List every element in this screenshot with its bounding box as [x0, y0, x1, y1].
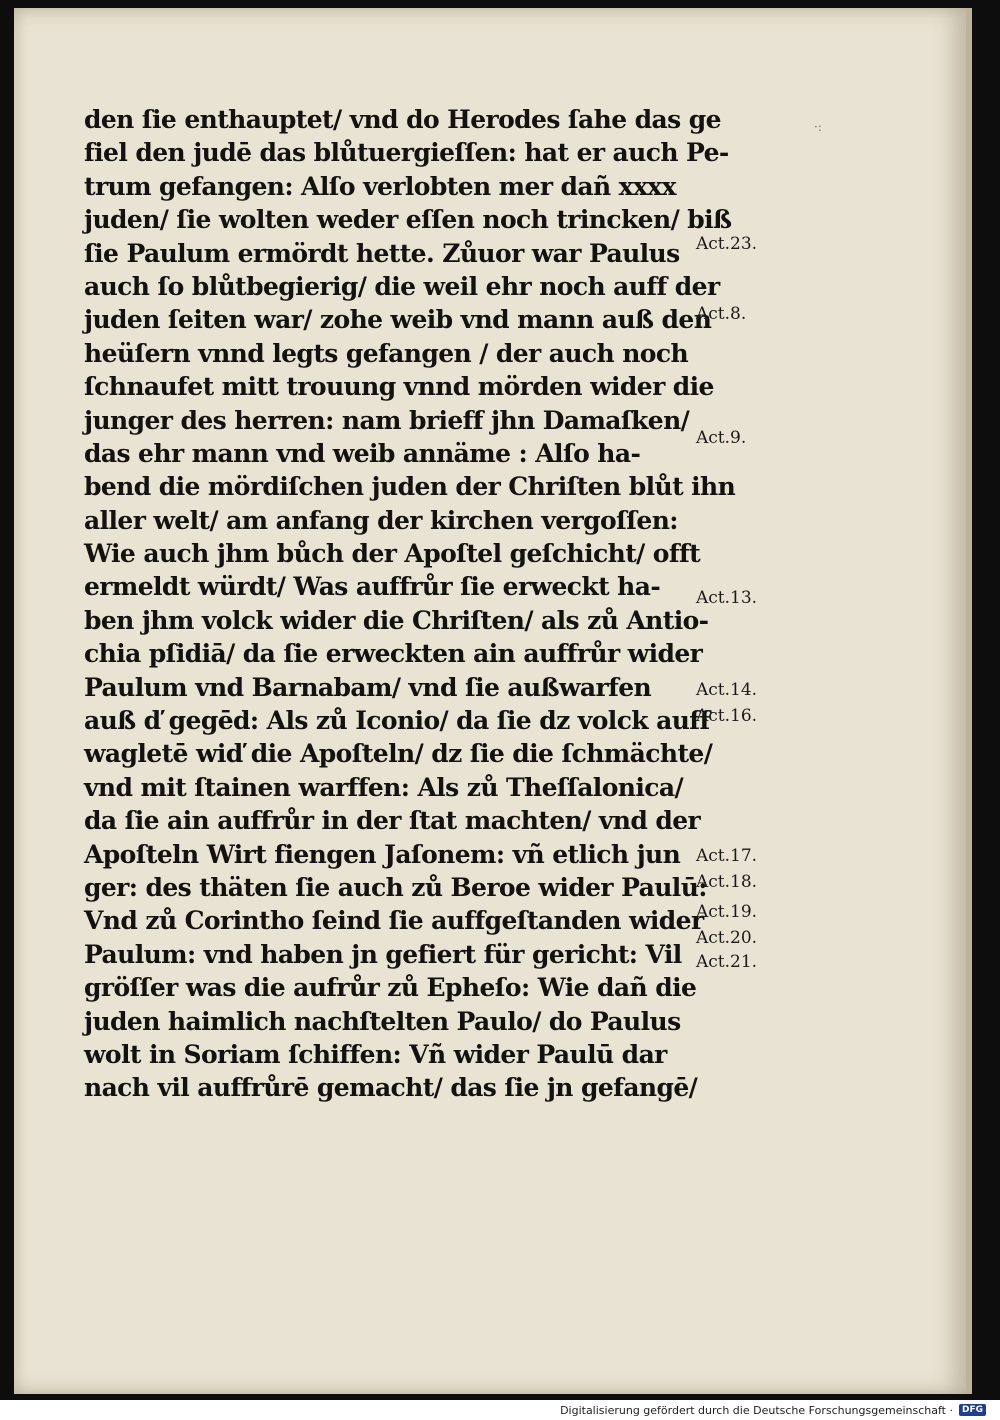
- text-line: heüſern vnnd legts gefangen / der auch noch: [84, 338, 689, 368]
- text-line: ger: des thäten ſie auch zů Beroe wider Paulū:: [84, 872, 707, 902]
- text-line: juden ſeiten war/ zohe weib vnd mann auß den: [84, 305, 712, 335]
- text-line: juden/ ſie wolten weder eſſen noch trincken/ biß: [84, 205, 732, 235]
- marginal-reference: Act.16.: [696, 706, 758, 726]
- text-line: Paulum vnd Barnabam/ vnd ſie außwarfen: [84, 672, 652, 702]
- digitization-credit: [560, 1402, 986, 1418]
- text-line: ſchnaufet mitt trouung vnnd mörden wider die: [84, 372, 714, 402]
- text-line: bend die mördiſchen juden der Chriſten blůt ihn: [84, 472, 736, 502]
- text-line: Wie auch jhm bůch der Apoſtel geſchicht/ offt: [84, 539, 701, 569]
- text-line: trum gefangen: Alſo verlobten mer dañ xxxx: [84, 171, 676, 201]
- marginal-reference: Act.18.: [696, 872, 758, 892]
- text-line: vnd mit ſtainen warffen: Als zů Theſſalonica/: [84, 772, 684, 802]
- marginal-reference: Act.17.: [696, 846, 758, 866]
- text-line: wagletē wiď die Apoſteln/ dz ſie die ſchmächte/: [84, 739, 713, 769]
- credit-text: Digitalisierung gefördert durch die Deutsche Forschungsgemeinschaft ·: [560, 1403, 953, 1417]
- marginal-reference: Act.19.: [696, 902, 758, 922]
- dfg-logo-icon: DFG: [959, 1404, 986, 1416]
- marginal-reference: Act.21.: [696, 952, 758, 972]
- marginal-reference: Act.8.: [696, 304, 747, 324]
- text-line: Paulum: vnd haben jn gefiert für gericht: Vil: [84, 939, 682, 969]
- text-line: junger des herren: nam brieff jhn Damaſken/: [84, 405, 690, 435]
- marginal-reference: Act.13.: [696, 588, 758, 608]
- text-line: auch ſo blůtbegierig/ die weil ehr noch auff der: [84, 271, 720, 301]
- text-line: da ſie ain auffrůr in der ſtat machten/ vnd der: [84, 806, 701, 836]
- marginal-reference: Act.20.: [696, 928, 758, 948]
- text-line: den ſie enthauptet/ vnd do Herodes ſahe das ge: [84, 105, 721, 134]
- text-line: auß ď gegēd: Als zů Iconio/ da ſie dz volck auff: [84, 706, 710, 736]
- text-line: ben jhm volck wider die Chriſten/ als zů Antio-: [84, 605, 709, 635]
- paper-speck: ·:: [814, 120, 822, 134]
- marginal-reference: Act.9.: [696, 428, 747, 448]
- text-line: gröſſer was die aufrůr zů Epheſo: Wie dañ die: [84, 973, 697, 1003]
- text-line: ſie Paulum ermördt hette. Zůuor war Paulus: [84, 238, 680, 268]
- text-line: Apoſteln Wirt fiengen Jaſonem: vñ etlich jun: [84, 839, 681, 869]
- marginal-reference: Act.23.: [696, 234, 758, 254]
- text-line: nach vil auffrůrē gemacht/ das ſie jn gefangē/: [84, 1073, 698, 1103]
- text-line: wolt in Soriam ſchiffen: Vñ wider Paulū dar: [84, 1039, 667, 1069]
- text-line: chia pſidiā/ da ſie erweckten ain auffrůr wider: [84, 639, 703, 669]
- text-line: Vnd zů Corintho ſeind ſie auffgeſtanden wider: [84, 906, 704, 936]
- text-line: das ehr mann vnd weib annäme : Alſo ha-: [84, 438, 641, 468]
- marginal-reference: Act.14.: [696, 680, 758, 700]
- text-line: fiel den judē das blůtuergieſſen: hat er auch Pe-: [84, 138, 729, 168]
- text-line: juden haimlich nachſtelten Paulo/ do Paulus: [84, 1006, 681, 1036]
- text-line: aller welt/ am anfang der kirchen vergoſſen:: [84, 505, 678, 535]
- book-page: [14, 8, 972, 1394]
- text-line: ermeldt würdt/ Was auffrůr ſie erweckt ha-: [84, 572, 661, 602]
